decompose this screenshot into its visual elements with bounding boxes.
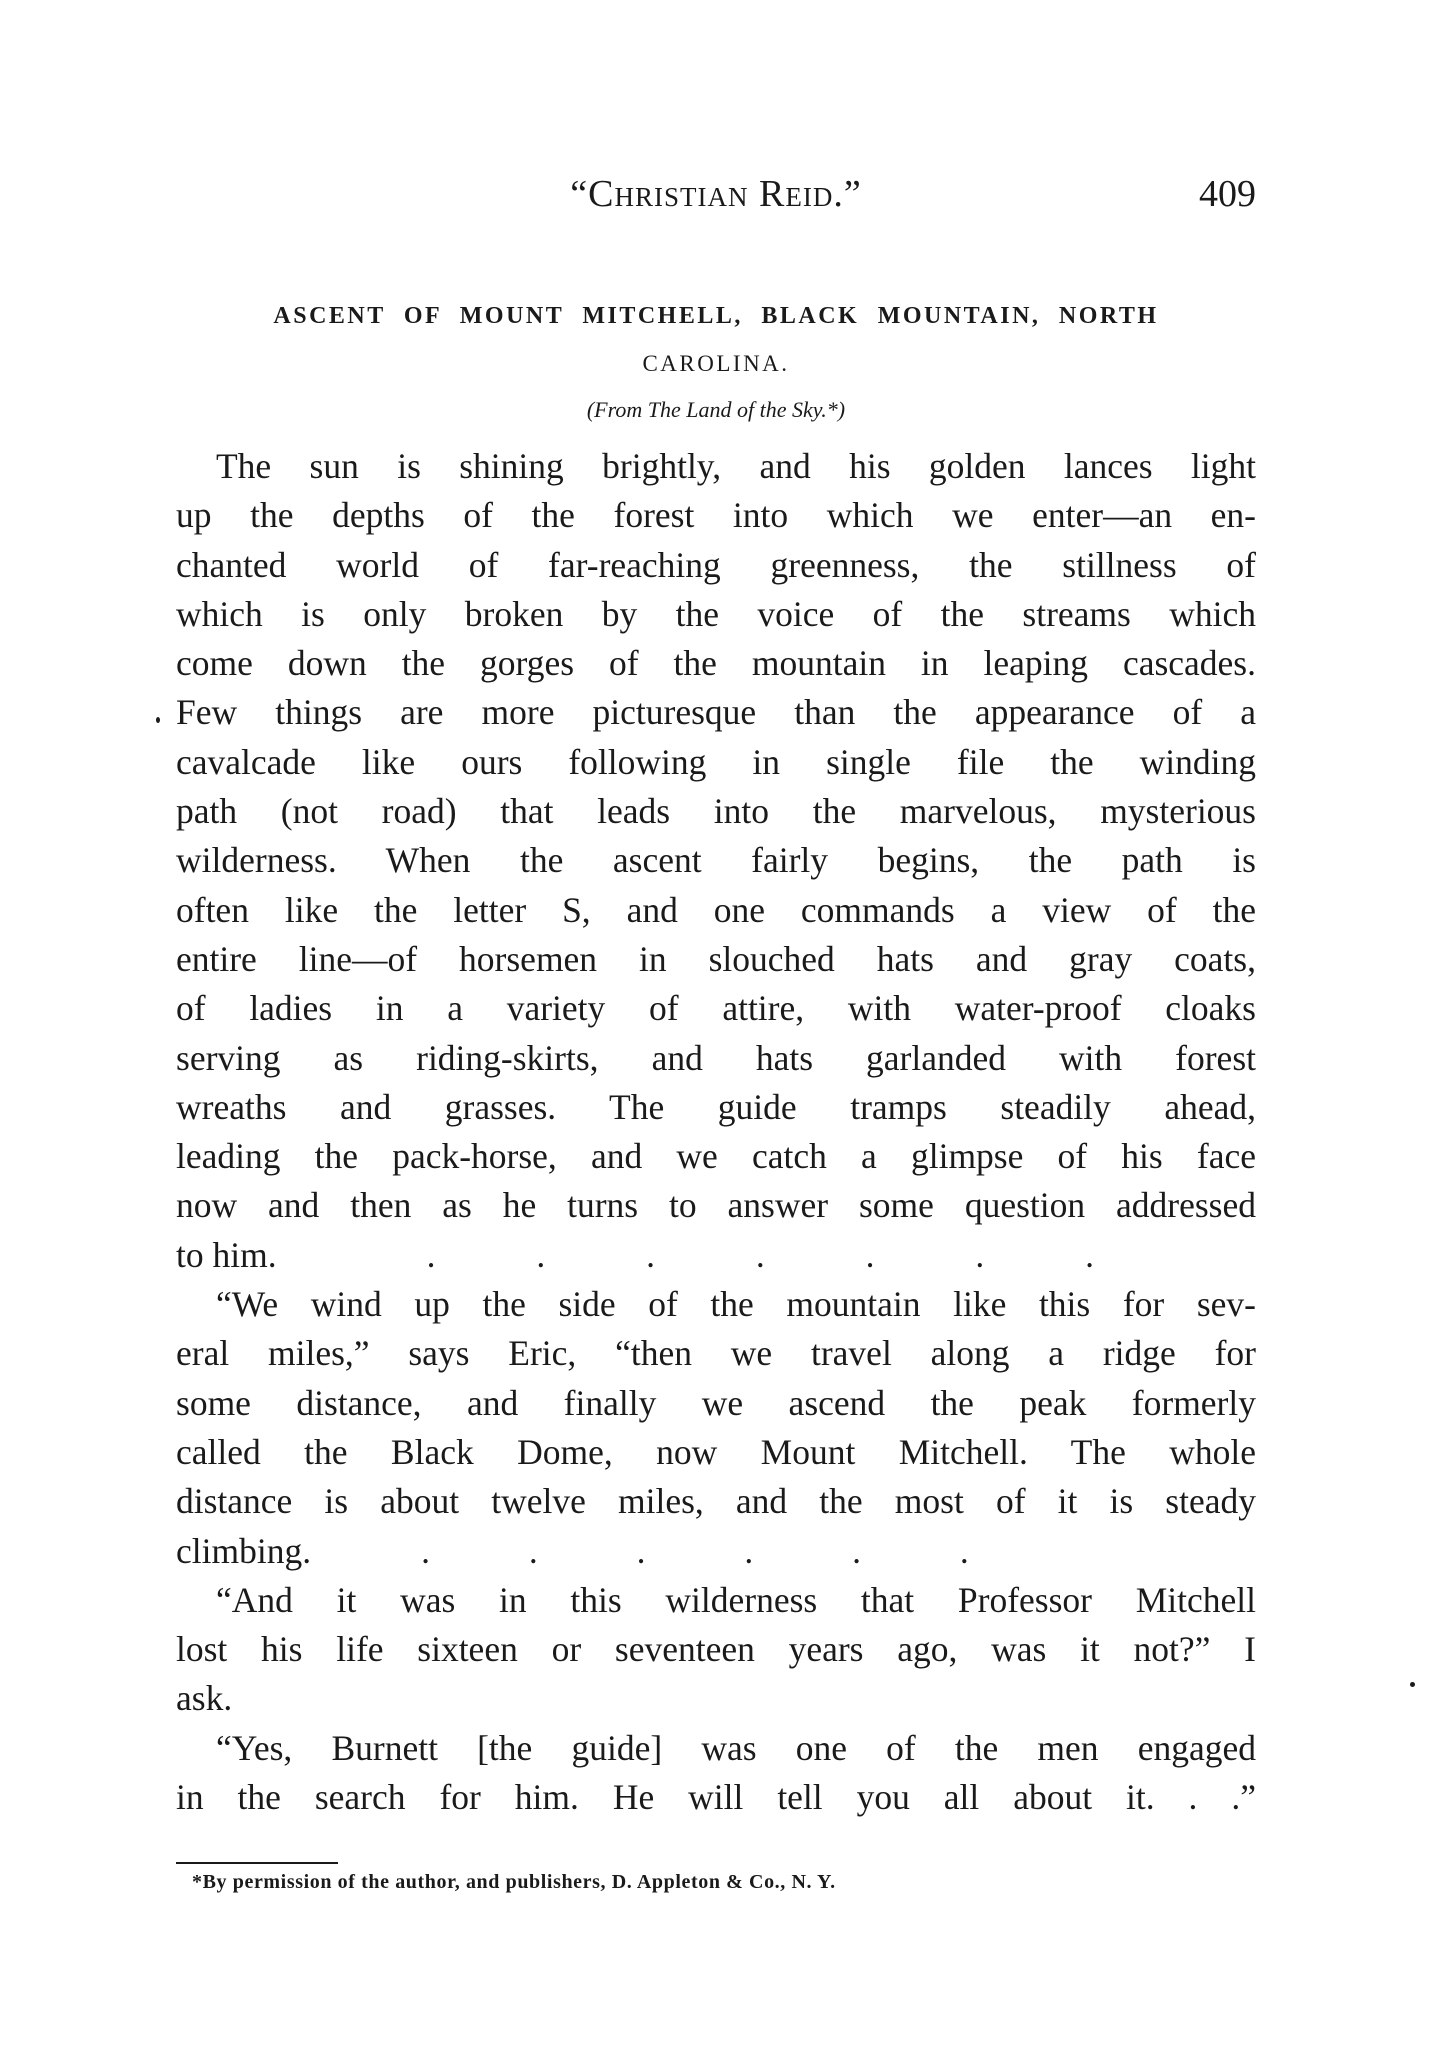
- section-heading-line-2: CAROLINA.: [642, 351, 790, 376]
- line-end-text: climbing.: [176, 1530, 312, 1571]
- text-line: distance is about twelve miles, and the most of it is steady: [176, 1481, 1256, 1522]
- text-line: “We wind up the side of the mountain like this for sev-: [216, 1284, 1256, 1325]
- line-end-text: to him.: [176, 1234, 277, 1275]
- text-line: lost his life sixteen or seventeen years ago, was it not?” I: [176, 1629, 1256, 1670]
- text-line: path (not road) that leads into the marvelous, mysterious: [176, 791, 1256, 832]
- footnote: *By permission of the author, and publishers, D. Appleton & Co., N. Y.: [192, 1871, 836, 1893]
- text-line: ask.: [176, 1678, 233, 1719]
- text-line: in the search for him. He will tell you all about it. . .”: [176, 1777, 1256, 1818]
- paragraph-2: [176, 1280, 1256, 1576]
- text-line: “Yes, Burnett [the guide] was one of the men engaged: [216, 1727, 1256, 1768]
- section-heading: [176, 292, 1256, 388]
- text-line: wilderness. When the ascent fairly begins, the path is: [176, 840, 1256, 881]
- page-number: 409: [1199, 173, 1256, 215]
- text-line-with-ellipsis: [176, 1527, 1256, 1576]
- ellipsis: . . . . . .: [421, 1530, 969, 1571]
- section-heading-line-1: ASCENT OF MOUNT MITCHELL, BLACK MOUNTAIN, NORTH: [273, 303, 1159, 329]
- text-line: some distance, and finally we ascend the peak formerly: [176, 1382, 1256, 1423]
- body-text: [176, 442, 1256, 1822]
- running-head: [176, 172, 1256, 232]
- text-line: wreaths and grasses. The guide tramps steadily ahead,: [176, 1086, 1256, 1127]
- text-line: Few things are more picturesque than the appearance of a: [176, 692, 1256, 733]
- text-line: “And it was in this wilderness that Professor Mitchell: [216, 1579, 1256, 1620]
- source-note: (From The Land of the Sky.*): [586, 397, 846, 422]
- text-line: cavalcade like ours following in single file the winding: [176, 741, 1256, 782]
- paragraph-1: [176, 442, 1256, 1280]
- text-line: serving as riding-skirts, and hats garlanded with forest: [176, 1037, 1256, 1078]
- text-line: of ladies in a variety of attire, with water-proof cloaks: [176, 988, 1256, 1029]
- paragraph-3: [176, 1576, 1256, 1724]
- text-line-with-ellipsis: [176, 1231, 1256, 1280]
- ellipsis: . . . . . . .: [426, 1234, 1094, 1275]
- stray-mark: [156, 717, 160, 723]
- text-line: which is only broken by the voice of the streams which: [176, 593, 1256, 634]
- text-line: entire line—of horsemen in slouched hats and gray coats,: [176, 938, 1256, 979]
- text-line: The sun is shining brightly, and his golden lances light: [216, 446, 1256, 486]
- running-title: “Christian Reid.”: [570, 173, 862, 215]
- text-line: leading the pack-horse, and we catch a glimpse of his face: [176, 1136, 1256, 1177]
- text-line: chanted world of far-reaching greenness, the stillness of: [176, 544, 1256, 585]
- text-line: often like the letter S, and one commands a view of the: [176, 889, 1256, 930]
- text-line: up the depths of the forest into which we enter—an en-: [176, 495, 1256, 536]
- text-line: now and then as he turns to answer some question addressed: [176, 1185, 1256, 1226]
- footnote-rule: [176, 1862, 338, 1864]
- text-line: come down the gorges of the mountain in leaping cascades.: [176, 643, 1256, 684]
- stray-mark: [1410, 1682, 1415, 1687]
- paragraph-4: [176, 1724, 1256, 1823]
- text-line: eral miles,” says Eric, “then we travel along a ridge for: [176, 1333, 1256, 1374]
- text-line: called the Black Dome, now Mount Mitchell. The whole: [176, 1431, 1256, 1472]
